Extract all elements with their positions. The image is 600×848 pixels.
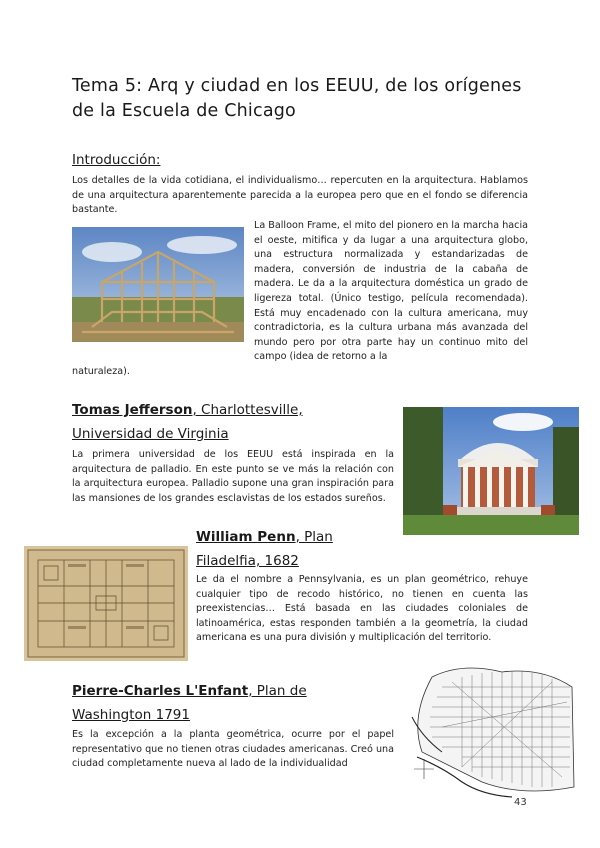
- jefferson-name: Tomas Jefferson: [72, 402, 193, 418]
- philadelphia-plan-map: [24, 546, 188, 661]
- penn-plan-label: , Plan: [295, 529, 333, 545]
- penn-heading: [196, 525, 396, 573]
- penn-paragraph: Le da el nombre a Pennsylvania, es un plan geométrico, rehuye cualquier tipo de recodo histórico, no tienen en cuenta las preexistencias… Está basada en las ciudades coloniales de latinoamérica, estas responden también a la geometría, la ciudad americana es una pura división y multiplicación del territorio.: [196, 574, 528, 644]
- jefferson-paragraph: La primera universidad de los EEUU está inspirada en la arquitectura de palladio. En este punto se ve más la relación con la arquitectura europea. Palladio supone una gran inspiración para las mansiones de los grandes esclavistas de los estados sureños.: [72, 449, 394, 504]
- lenfant-paragraph: Es la excepción a la planta geométrica, ocurre por el papel representativo que no tienen otras ciudades americanas. Creó una ciudad completamente nueva al lado de la individualidad: [72, 729, 394, 770]
- penn-name: William Penn: [196, 529, 296, 545]
- jefferson-heading: [72, 398, 402, 446]
- lenfant-plan-label: , Plan de: [248, 683, 307, 699]
- intro-heading-text: Introducción:: [72, 152, 161, 168]
- university-virginia-photo: [403, 407, 579, 535]
- lenfant-name: Pierre-Charles L'Enfant: [72, 683, 249, 699]
- penn-city: Filadelfia, 1682: [196, 553, 299, 569]
- balloon-frame-paragraph: La Balloon Frame, el mito del pionero en la marcha hacia el oeste, mitifica y da lugar a una arquitectura globo, una estructura normalizada y estandarizadas de madera, conversión de industria de la cabaña de madera. Le da a la arquitectura doméstica un grado de ligereza total. (Único testigo, película recomendada). Está muy encadenado con la cultura americana, muy contradictoria, es la cultura urbana más avanzada del mundo pero por otra parte hay un continuo mito del campo (idea de retorno a la: [254, 220, 528, 363]
- jefferson-building: Universidad de Virginia: [72, 426, 229, 442]
- balloon-frame-photo: [72, 227, 244, 342]
- washington-plan-map: [402, 657, 580, 800]
- balloon-frame-paragraph-tail: naturaleza).: [72, 366, 130, 377]
- page-title: Tema 5: Arq y ciudad en los EEUU, de los orígenes de la Escuela de Chicago: [72, 76, 522, 121]
- intro-heading: [72, 148, 160, 172]
- page-number: 43: [514, 797, 527, 808]
- intro-paragraph: Los detalles de la vida cotidiana, el individualismo… repercuten en la arquitectura. Hablamos de una arquitectura aparentemente parecida a la europea pero que en el fondo se diferencia bastante.: [72, 175, 528, 216]
- lenfant-heading: [72, 679, 402, 727]
- lenfant-city: Washington 1791: [72, 707, 190, 723]
- jefferson-location: , Charlottesville,: [192, 402, 303, 418]
